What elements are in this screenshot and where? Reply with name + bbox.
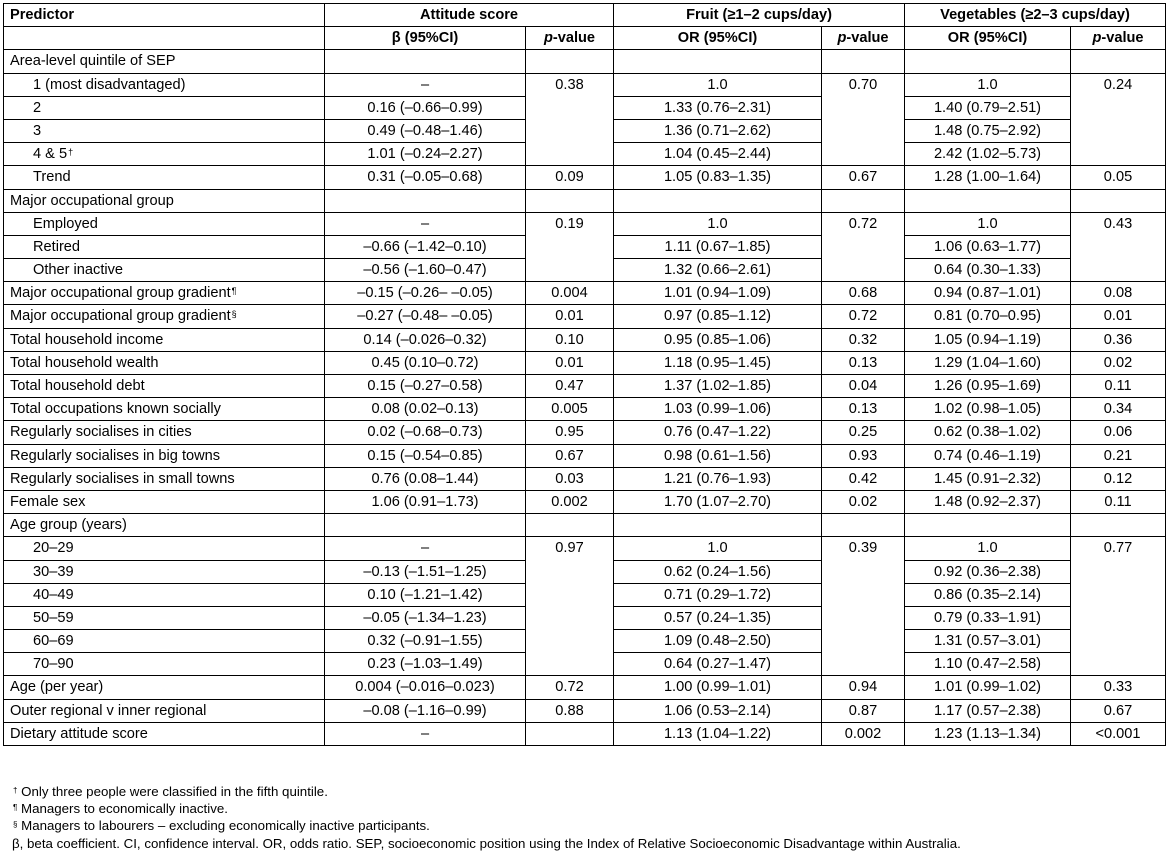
fruit-p-value: 0.13 [822, 398, 905, 421]
row-label: Dietary attitude score [4, 722, 325, 745]
footnote [12, 835, 961, 852]
row-label: Trend [4, 166, 325, 189]
fruit-or-ci: 1.21 (0.76–1.93) [614, 467, 822, 490]
footnote-text: Managers to economically inactive. [17, 801, 228, 817]
veg-or-ci: 0.79 (0.33–1.91) [905, 606, 1071, 629]
footnote-text: β, beta coefficient. CI, confidence interval. OR, odds ratio. SEP, socioeconomic position using the Index of Relative Socioeconomic Disadvantage within Australia. [12, 835, 961, 851]
veg-p-value: 0.11 [1071, 490, 1166, 513]
attitude-beta-ci: 0.10 (–1.21–1.42) [325, 583, 526, 606]
attitude-beta-ci: –0.66 (–1.42–0.10) [325, 235, 526, 258]
attitude-beta-ci: 0.15 (–0.54–0.85) [325, 444, 526, 467]
attitude-beta-ci: 0.49 (–0.48–1.46) [325, 119, 526, 142]
fruit-p-value: 0.67 [822, 166, 905, 189]
veg-or-ci: 1.48 (0.75–2.92) [905, 119, 1071, 142]
footnote-text: Managers to labourers – excluding economically inactive participants. [17, 818, 430, 834]
empty-cell [905, 50, 1071, 73]
veg-or-ci: 1.06 (0.63–1.77) [905, 235, 1071, 258]
header-beta-ci: β (95%CI) [325, 27, 526, 50]
attitude-beta-ci: –0.08 (–1.16–0.99) [325, 699, 526, 722]
attitude-beta-ci: 1.01 (–0.24–2.27) [325, 143, 526, 166]
empty-cell [822, 50, 905, 73]
fruit-or-ci: 1.01 (0.94–1.09) [614, 282, 822, 305]
attitude-beta-ci: 0.15 (–0.27–0.58) [325, 375, 526, 398]
header-fruit-or-ci: OR (95%CI) [614, 27, 822, 50]
table-row [4, 50, 1166, 73]
results-table [3, 3, 1166, 746]
table-row [4, 514, 1166, 537]
fruit-p-value: 0.68 [822, 282, 905, 305]
row-label: Age (per year) [4, 676, 325, 699]
attitude-beta-ci: 0.32 (–0.91–1.55) [325, 630, 526, 653]
header-veg-p-value: p-value [1071, 27, 1166, 50]
row-label: 4 & 5† [4, 143, 325, 166]
fruit-p-value: 0.04 [822, 375, 905, 398]
attitude-beta-ci: 0.14 (–0.026–0.32) [325, 328, 526, 351]
footnote [12, 800, 961, 817]
table-row [4, 699, 1166, 722]
attitude-beta-ci: – [325, 73, 526, 96]
fruit-or-ci: 0.76 (0.47–1.22) [614, 421, 822, 444]
header-attitude-score: Attitude score [325, 4, 614, 27]
fruit-or-ci: 0.71 (0.29–1.72) [614, 583, 822, 606]
attitude-beta-ci: –0.13 (–1.51–1.25) [325, 560, 526, 583]
footnote-marker: § [231, 309, 237, 320]
row-label: Total household debt [4, 375, 325, 398]
veg-or-ci: 2.42 (1.02–5.73) [905, 143, 1071, 166]
row-label: 50–59 [4, 606, 325, 629]
fruit-p-value: 0.39 [822, 537, 905, 676]
fruit-p-value: 0.70 [822, 73, 905, 166]
table-row [4, 212, 1166, 235]
table-body [4, 50, 1166, 746]
veg-or-ci: 0.64 (0.30–1.33) [905, 259, 1071, 282]
veg-p-value: 0.06 [1071, 421, 1166, 444]
veg-p-value: <0.001 [1071, 722, 1166, 745]
attitude-p-value: 0.19 [526, 212, 614, 282]
attitude-beta-ci: 0.08 (0.02–0.13) [325, 398, 526, 421]
table-row [4, 189, 1166, 212]
attitude-p-value: 0.03 [526, 467, 614, 490]
attitude-p-value: 0.09 [526, 166, 614, 189]
table-row [4, 351, 1166, 374]
footnote-marker: ¶ [231, 286, 237, 297]
fruit-or-ci: 1.32 (0.66–2.61) [614, 259, 822, 282]
fruit-p-value: 0.42 [822, 467, 905, 490]
fruit-p-value: 0.93 [822, 444, 905, 467]
header-predictor: Predictor [4, 4, 325, 27]
veg-or-ci: 0.62 (0.38–1.02) [905, 421, 1071, 444]
row-label: Outer regional v inner regional [4, 699, 325, 722]
attitude-beta-ci: –0.27 (–0.48– –0.05) [325, 305, 526, 328]
attitude-beta-ci: – [325, 212, 526, 235]
veg-p-value: 0.05 [1071, 166, 1166, 189]
attitude-beta-ci: 0.76 (0.08–1.44) [325, 467, 526, 490]
table-row [4, 537, 1166, 560]
veg-or-ci: 0.81 (0.70–0.95) [905, 305, 1071, 328]
table-row [4, 73, 1166, 96]
empty-cell [614, 514, 822, 537]
fruit-p-value: 0.72 [822, 212, 905, 282]
fruit-or-ci: 1.11 (0.67–1.85) [614, 235, 822, 258]
attitude-p-value: 0.95 [526, 421, 614, 444]
veg-p-value: 0.36 [1071, 328, 1166, 351]
empty-cell [614, 50, 822, 73]
veg-p-value: 0.77 [1071, 537, 1166, 676]
veg-or-ci: 1.40 (0.79–2.51) [905, 96, 1071, 119]
veg-or-ci: 0.86 (0.35–2.14) [905, 583, 1071, 606]
veg-or-ci: 1.0 [905, 73, 1071, 96]
veg-p-value: 0.67 [1071, 699, 1166, 722]
row-label: Employed [4, 212, 325, 235]
empty-cell [325, 189, 526, 212]
fruit-or-ci: 1.06 (0.53–2.14) [614, 699, 822, 722]
veg-or-ci: 1.17 (0.57–2.38) [905, 699, 1071, 722]
veg-or-ci: 1.10 (0.47–2.58) [905, 653, 1071, 676]
header-attitude-p-value: p-value [526, 27, 614, 50]
veg-or-ci: 1.23 (1.13–1.34) [905, 722, 1071, 745]
attitude-beta-ci: –0.05 (–1.34–1.23) [325, 606, 526, 629]
empty-cell [905, 189, 1071, 212]
row-label: Total occupations known socially [4, 398, 325, 421]
attitude-beta-ci: 0.31 (–0.05–0.68) [325, 166, 526, 189]
fruit-or-ci: 0.95 (0.85–1.06) [614, 328, 822, 351]
attitude-beta-ci: 0.23 (–1.03–1.49) [325, 653, 526, 676]
attitude-p-value: 0.01 [526, 351, 614, 374]
veg-or-ci: 1.02 (0.98–1.05) [905, 398, 1071, 421]
veg-or-ci: 0.74 (0.46–1.19) [905, 444, 1071, 467]
fruit-or-ci: 0.64 (0.27–1.47) [614, 653, 822, 676]
fruit-or-ci: 0.62 (0.24–1.56) [614, 560, 822, 583]
fruit-or-ci: 1.33 (0.76–2.31) [614, 96, 822, 119]
attitude-p-value: 0.002 [526, 490, 614, 513]
row-label: 3 [4, 119, 325, 142]
row-label: Regularly socialises in big towns [4, 444, 325, 467]
footnote-symbol: § [13, 820, 18, 830]
fruit-or-ci: 1.0 [614, 537, 822, 560]
table-row [4, 305, 1166, 328]
attitude-beta-ci: 1.06 (0.91–1.73) [325, 490, 526, 513]
footnote-text: Only three people were classified in the fifth quintile. [17, 784, 328, 799]
empty-cell [526, 514, 614, 537]
header-predictor-blank [4, 27, 325, 50]
attitude-beta-ci: 0.004 (–0.016–0.023) [325, 676, 526, 699]
attitude-p-value: 0.004 [526, 282, 614, 305]
veg-p-value: 0.24 [1071, 73, 1166, 166]
row-label: Major occupational group [4, 189, 325, 212]
header-fruit-p-value: p-value [822, 27, 905, 50]
table-row [4, 375, 1166, 398]
row-label: 60–69 [4, 630, 325, 653]
row-label: 20–29 [4, 537, 325, 560]
fruit-or-ci: 1.05 (0.83–1.35) [614, 166, 822, 189]
row-label: Regularly socialises in small towns [4, 467, 325, 490]
row-label: 40–49 [4, 583, 325, 606]
table-row [4, 490, 1166, 513]
table-row [4, 282, 1166, 305]
row-label: Major occupational group gradient§ [4, 305, 325, 328]
row-label: Other inactive [4, 259, 325, 282]
empty-cell [1071, 189, 1166, 212]
attitude-p-value: 0.38 [526, 73, 614, 166]
attitude-beta-ci: –0.56 (–1.60–0.47) [325, 259, 526, 282]
attitude-p-value: 0.72 [526, 676, 614, 699]
footnote-symbol: ¶ [13, 803, 18, 813]
table-footnotes [12, 783, 961, 852]
row-label: Age group (years) [4, 514, 325, 537]
empty-cell [1071, 514, 1166, 537]
header-fruit: Fruit (≥1–2 cups/day) [614, 4, 905, 27]
fruit-or-ci: 1.04 (0.45–2.44) [614, 143, 822, 166]
veg-or-ci: 1.26 (0.95–1.69) [905, 375, 1071, 398]
row-label: Area-level quintile of SEP [4, 50, 325, 73]
fruit-p-value: 0.94 [822, 676, 905, 699]
footnote-marker: † [68, 147, 74, 158]
row-label: Regularly socialises in cities [4, 421, 325, 444]
footnote [12, 817, 961, 834]
attitude-beta-ci: 0.45 (0.10–0.72) [325, 351, 526, 374]
header-vegetables: Vegetables (≥2–3 cups/day) [905, 4, 1166, 27]
veg-or-ci: 0.92 (0.36–2.38) [905, 560, 1071, 583]
attitude-p-value: 0.005 [526, 398, 614, 421]
fruit-or-ci: 1.0 [614, 212, 822, 235]
table-row [4, 421, 1166, 444]
attitude-p-value: 0.01 [526, 305, 614, 328]
fruit-p-value: 0.25 [822, 421, 905, 444]
fruit-or-ci: 1.70 (1.07–2.70) [614, 490, 822, 513]
veg-p-value: 0.11 [1071, 375, 1166, 398]
veg-p-value: 0.12 [1071, 467, 1166, 490]
attitude-p-value: 0.47 [526, 375, 614, 398]
fruit-or-ci: 0.97 (0.85–1.12) [614, 305, 822, 328]
table-row [4, 467, 1166, 490]
veg-or-ci: 1.0 [905, 537, 1071, 560]
veg-or-ci: 1.29 (1.04–1.60) [905, 351, 1071, 374]
veg-or-ci: 1.28 (1.00–1.64) [905, 166, 1071, 189]
row-label: 1 (most disadvantaged) [4, 73, 325, 96]
fruit-or-ci: 1.37 (1.02–1.85) [614, 375, 822, 398]
veg-p-value: 0.08 [1071, 282, 1166, 305]
table-row [4, 444, 1166, 467]
veg-or-ci: 1.48 (0.92–2.37) [905, 490, 1071, 513]
fruit-or-ci: 0.57 (0.24–1.35) [614, 606, 822, 629]
empty-cell [526, 189, 614, 212]
row-label: Female sex [4, 490, 325, 513]
veg-p-value: 0.01 [1071, 305, 1166, 328]
header-veg-or-ci: OR (95%CI) [905, 27, 1071, 50]
empty-cell [325, 50, 526, 73]
attitude-p-value: 0.10 [526, 328, 614, 351]
veg-p-value: 0.34 [1071, 398, 1166, 421]
table-row [4, 722, 1166, 745]
fruit-or-ci: 1.03 (0.99–1.06) [614, 398, 822, 421]
empty-cell [526, 50, 614, 73]
empty-cell [905, 514, 1071, 537]
fruit-or-ci: 1.36 (0.71–2.62) [614, 119, 822, 142]
fruit-or-ci: 1.18 (0.95–1.45) [614, 351, 822, 374]
fruit-p-value: 0.02 [822, 490, 905, 513]
veg-or-ci: 1.31 (0.57–3.01) [905, 630, 1071, 653]
fruit-or-ci: 1.13 (1.04–1.22) [614, 722, 822, 745]
veg-p-value: 0.02 [1071, 351, 1166, 374]
veg-p-value: 0.21 [1071, 444, 1166, 467]
fruit-p-value: 0.72 [822, 305, 905, 328]
row-label: Total household wealth [4, 351, 325, 374]
attitude-p-value: 0.88 [526, 699, 614, 722]
row-label: 70–90 [4, 653, 325, 676]
row-label: Major occupational group gradient¶ [4, 282, 325, 305]
veg-p-value: 0.43 [1071, 212, 1166, 282]
table-row [4, 328, 1166, 351]
attitude-p-value [526, 722, 614, 745]
table-row [4, 166, 1166, 189]
veg-or-ci: 1.45 (0.91–2.32) [905, 467, 1071, 490]
fruit-or-ci: 0.98 (0.61–1.56) [614, 444, 822, 467]
veg-p-value: 0.33 [1071, 676, 1166, 699]
empty-cell [1071, 50, 1166, 73]
footnote [12, 783, 961, 800]
attitude-beta-ci: – [325, 537, 526, 560]
fruit-or-ci: 1.0 [614, 73, 822, 96]
row-label: Total household income [4, 328, 325, 351]
table-row [4, 676, 1166, 699]
row-label: 2 [4, 96, 325, 119]
fruit-p-value: 0.32 [822, 328, 905, 351]
empty-cell [822, 514, 905, 537]
empty-cell [822, 189, 905, 212]
veg-or-ci: 1.0 [905, 212, 1071, 235]
row-label: 30–39 [4, 560, 325, 583]
attitude-beta-ci: 0.02 (–0.68–0.73) [325, 421, 526, 444]
fruit-or-ci: 1.09 (0.48–2.50) [614, 630, 822, 653]
footnote-symbol: † [13, 786, 18, 795]
row-label: Retired [4, 235, 325, 258]
attitude-p-value: 0.67 [526, 444, 614, 467]
veg-or-ci: 0.94 (0.87–1.01) [905, 282, 1071, 305]
fruit-or-ci: 1.00 (0.99–1.01) [614, 676, 822, 699]
empty-cell [614, 189, 822, 212]
attitude-beta-ci: 0.16 (–0.66–0.99) [325, 96, 526, 119]
attitude-beta-ci: –0.15 (–0.26– –0.05) [325, 282, 526, 305]
table-row [4, 398, 1166, 421]
attitude-beta-ci: – [325, 722, 526, 745]
empty-cell [325, 514, 526, 537]
veg-or-ci: 1.05 (0.94–1.19) [905, 328, 1071, 351]
attitude-p-value: 0.97 [526, 537, 614, 676]
fruit-p-value: 0.87 [822, 699, 905, 722]
fruit-p-value: 0.13 [822, 351, 905, 374]
fruit-p-value: 0.002 [822, 722, 905, 745]
veg-or-ci: 1.01 (0.99–1.02) [905, 676, 1071, 699]
